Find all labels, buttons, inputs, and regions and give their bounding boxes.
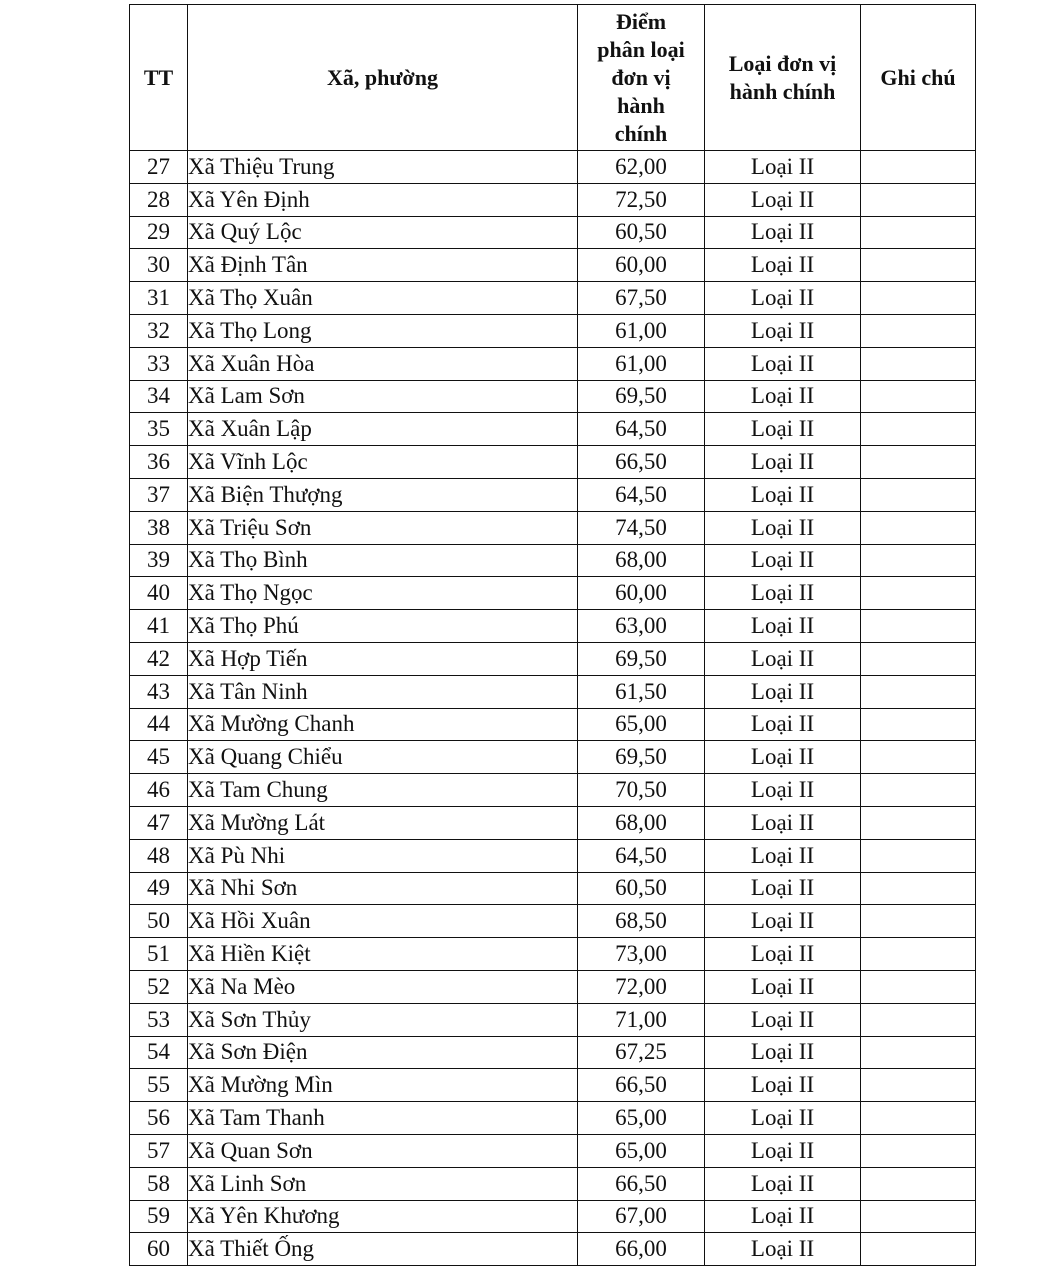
cell-note	[861, 1003, 976, 1036]
cell-note	[861, 741, 976, 774]
cell-name: Xã Tam Thanh	[188, 1102, 578, 1135]
table-header-row	[130, 5, 976, 151]
header-name: Xã, phường	[188, 5, 578, 151]
cell-type: Loại II	[705, 347, 861, 380]
cell-tt: 50	[130, 905, 188, 938]
cell-score: 74,50	[578, 511, 705, 544]
cell-note	[861, 446, 976, 479]
classification-table	[129, 4, 976, 1266]
cell-score: 70,50	[578, 774, 705, 807]
cell-score: 60,00	[578, 249, 705, 282]
cell-name: Xã Hồi Xuân	[188, 905, 578, 938]
cell-tt: 49	[130, 872, 188, 905]
cell-type: Loại II	[705, 675, 861, 708]
table-row	[130, 544, 976, 577]
cell-name: Xã Yên Khương	[188, 1200, 578, 1233]
table-row	[130, 151, 976, 184]
cell-note	[861, 577, 976, 610]
cell-name: Xã Xuân Hòa	[188, 347, 578, 380]
table-row	[130, 478, 976, 511]
cell-score: 67,25	[578, 1036, 705, 1069]
cell-note	[861, 1200, 976, 1233]
cell-score: 71,00	[578, 1003, 705, 1036]
cell-note	[861, 806, 976, 839]
cell-type: Loại II	[705, 216, 861, 249]
table-row	[130, 282, 976, 315]
table-row	[130, 380, 976, 413]
cell-name: Xã Quang Chiểu	[188, 741, 578, 774]
table-row	[130, 610, 976, 643]
cell-tt: 38	[130, 511, 188, 544]
cell-tt: 56	[130, 1102, 188, 1135]
cell-score: 72,50	[578, 183, 705, 216]
cell-type: Loại II	[705, 544, 861, 577]
cell-note	[861, 675, 976, 708]
cell-score: 73,00	[578, 938, 705, 971]
header-type-line: hành chính	[729, 78, 836, 104]
table-row	[130, 1167, 976, 1200]
cell-name: Xã Linh Sơn	[188, 1167, 578, 1200]
cell-note	[861, 380, 976, 413]
cell-note	[861, 282, 976, 315]
table-row	[130, 1003, 976, 1036]
cell-score: 61,00	[578, 314, 705, 347]
cell-tt: 60	[130, 1233, 188, 1266]
table-row	[130, 347, 976, 380]
cell-type: Loại II	[705, 577, 861, 610]
header-score	[578, 5, 705, 151]
cell-type: Loại II	[705, 708, 861, 741]
cell-tt: 43	[130, 675, 188, 708]
table-row	[130, 642, 976, 675]
cell-score: 65,00	[578, 1134, 705, 1167]
cell-tt: 52	[130, 970, 188, 1003]
cell-score: 69,50	[578, 642, 705, 675]
cell-score: 66,50	[578, 446, 705, 479]
cell-note	[861, 839, 976, 872]
header-score-line: chính	[614, 120, 668, 146]
table-row	[130, 314, 976, 347]
cell-score: 67,00	[578, 1200, 705, 1233]
cell-note	[861, 610, 976, 643]
cell-score: 68,50	[578, 905, 705, 938]
cell-note	[861, 151, 976, 184]
cell-score: 64,50	[578, 839, 705, 872]
table-row	[130, 183, 976, 216]
cell-score: 64,50	[578, 413, 705, 446]
cell-type: Loại II	[705, 314, 861, 347]
cell-name: Xã Vĩnh Lộc	[188, 446, 578, 479]
cell-score: 66,50	[578, 1167, 705, 1200]
cell-note	[861, 249, 976, 282]
cell-name: Xã Mường Chanh	[188, 708, 578, 741]
cell-note	[861, 1134, 976, 1167]
cell-tt: 57	[130, 1134, 188, 1167]
table-row	[130, 216, 976, 249]
cell-note	[861, 1069, 976, 1102]
cell-type: Loại II	[705, 478, 861, 511]
cell-name: Xã Xuân Lập	[188, 413, 578, 446]
cell-name: Xã Mường Mìn	[188, 1069, 578, 1102]
cell-type: Loại II	[705, 446, 861, 479]
header-type-line: Loại đơn vị	[728, 50, 837, 76]
cell-type: Loại II	[705, 1200, 861, 1233]
cell-score: 69,50	[578, 380, 705, 413]
header-score-line: hành	[617, 92, 665, 118]
cell-score: 63,00	[578, 610, 705, 643]
cell-note	[861, 413, 976, 446]
cell-score: 62,00	[578, 151, 705, 184]
table-row	[130, 249, 976, 282]
cell-tt: 53	[130, 1003, 188, 1036]
cell-tt: 30	[130, 249, 188, 282]
cell-name: Xã Na Mèo	[188, 970, 578, 1003]
table-row	[130, 1200, 976, 1233]
cell-tt: 41	[130, 610, 188, 643]
cell-tt: 37	[130, 478, 188, 511]
table-row	[130, 675, 976, 708]
header-score-line: phân loại	[597, 36, 685, 62]
cell-note	[861, 774, 976, 807]
cell-score: 69,50	[578, 741, 705, 774]
cell-name: Xã Định Tân	[188, 249, 578, 282]
cell-score: 60,50	[578, 872, 705, 905]
cell-tt: 35	[130, 413, 188, 446]
cell-name: Xã Quý Lộc	[188, 216, 578, 249]
cell-tt: 58	[130, 1167, 188, 1200]
cell-type: Loại II	[705, 970, 861, 1003]
table-row	[130, 905, 976, 938]
cell-note	[861, 970, 976, 1003]
cell-name: Xã Triệu Sơn	[188, 511, 578, 544]
table-row	[130, 938, 976, 971]
cell-name: Xã Thọ Long	[188, 314, 578, 347]
cell-tt: 33	[130, 347, 188, 380]
cell-note	[861, 216, 976, 249]
cell-note	[861, 1233, 976, 1266]
cell-name: Xã Yên Định	[188, 183, 578, 216]
cell-name: Xã Thọ Xuân	[188, 282, 578, 315]
cell-type: Loại II	[705, 610, 861, 643]
table-row	[130, 774, 976, 807]
cell-name: Xã Mường Lát	[188, 806, 578, 839]
header-score-line: đơn vị	[611, 64, 671, 90]
cell-type: Loại II	[705, 413, 861, 446]
table-row	[130, 806, 976, 839]
cell-note	[861, 708, 976, 741]
cell-tt: 29	[130, 216, 188, 249]
cell-type: Loại II	[705, 1233, 861, 1266]
table-row	[130, 1102, 976, 1135]
table-body	[130, 151, 976, 1266]
cell-tt: 31	[130, 282, 188, 315]
cell-tt: 39	[130, 544, 188, 577]
cell-name: Xã Sơn Điện	[188, 1036, 578, 1069]
table-row	[130, 970, 976, 1003]
cell-note	[861, 314, 976, 347]
cell-score: 68,00	[578, 544, 705, 577]
cell-tt: 32	[130, 314, 188, 347]
cell-score: 66,00	[578, 1233, 705, 1266]
cell-score: 65,00	[578, 708, 705, 741]
cell-name: Xã Thọ Phú	[188, 610, 578, 643]
cell-tt: 45	[130, 741, 188, 774]
table-row	[130, 741, 976, 774]
cell-score: 61,50	[578, 675, 705, 708]
cell-note	[861, 1036, 976, 1069]
cell-note	[861, 544, 976, 577]
cell-tt: 48	[130, 839, 188, 872]
cell-tt: 44	[130, 708, 188, 741]
cell-name: Xã Sơn Thủy	[188, 1003, 578, 1036]
cell-score: 60,00	[578, 577, 705, 610]
table-row	[130, 413, 976, 446]
cell-type: Loại II	[705, 282, 861, 315]
header-tt: TT	[130, 5, 188, 151]
cell-score: 68,00	[578, 806, 705, 839]
cell-tt: 40	[130, 577, 188, 610]
cell-type: Loại II	[705, 938, 861, 971]
header-type	[705, 5, 861, 151]
table-row	[130, 872, 976, 905]
cell-type: Loại II	[705, 151, 861, 184]
cell-type: Loại II	[705, 839, 861, 872]
table-row	[130, 511, 976, 544]
header-score-line: Điểm	[615, 8, 667, 34]
cell-name: Xã Nhi Sơn	[188, 872, 578, 905]
cell-name: Xã Hợp Tiến	[188, 642, 578, 675]
cell-type: Loại II	[705, 741, 861, 774]
table-row	[130, 1233, 976, 1266]
cell-tt: 36	[130, 446, 188, 479]
cell-tt: 47	[130, 806, 188, 839]
cell-tt: 59	[130, 1200, 188, 1233]
cell-type: Loại II	[705, 380, 861, 413]
cell-note	[861, 183, 976, 216]
cell-type: Loại II	[705, 511, 861, 544]
cell-type: Loại II	[705, 872, 861, 905]
cell-tt: 55	[130, 1069, 188, 1102]
cell-type: Loại II	[705, 1069, 861, 1102]
cell-note	[861, 1167, 976, 1200]
cell-name: Xã Hiền Kiệt	[188, 938, 578, 971]
cell-type: Loại II	[705, 183, 861, 216]
cell-score: 64,50	[578, 478, 705, 511]
table-row	[130, 1069, 976, 1102]
cell-tt: 34	[130, 380, 188, 413]
cell-tt: 51	[130, 938, 188, 971]
header-note: Ghi chú	[861, 5, 976, 151]
cell-type: Loại II	[705, 905, 861, 938]
cell-name: Xã Tam Chung	[188, 774, 578, 807]
cell-score: 65,00	[578, 1102, 705, 1135]
cell-score: 61,00	[578, 347, 705, 380]
cell-note	[861, 642, 976, 675]
cell-note	[861, 1102, 976, 1135]
cell-name: Xã Biện Thượng	[188, 478, 578, 511]
cell-name: Xã Lam Sơn	[188, 380, 578, 413]
cell-name: Xã Thiệu Trung	[188, 151, 578, 184]
cell-score: 60,50	[578, 216, 705, 249]
table-row	[130, 577, 976, 610]
cell-name: Xã Quan Sơn	[188, 1134, 578, 1167]
cell-tt: 42	[130, 642, 188, 675]
cell-type: Loại II	[705, 249, 861, 282]
cell-name: Xã Tân Ninh	[188, 675, 578, 708]
cell-score: 72,00	[578, 970, 705, 1003]
cell-type: Loại II	[705, 1003, 861, 1036]
cell-score: 67,50	[578, 282, 705, 315]
cell-note	[861, 511, 976, 544]
cell-name: Xã Thọ Ngọc	[188, 577, 578, 610]
table-row	[130, 446, 976, 479]
cell-name: Xã Thọ Bình	[188, 544, 578, 577]
cell-note	[861, 905, 976, 938]
cell-type: Loại II	[705, 774, 861, 807]
cell-type: Loại II	[705, 1102, 861, 1135]
cell-note	[861, 872, 976, 905]
cell-name: Xã Pù Nhi	[188, 839, 578, 872]
table-row	[130, 1134, 976, 1167]
cell-note	[861, 938, 976, 971]
cell-type: Loại II	[705, 1134, 861, 1167]
cell-type: Loại II	[705, 1036, 861, 1069]
cell-note	[861, 478, 976, 511]
cell-name: Xã Thiết Ống	[188, 1233, 578, 1266]
cell-type: Loại II	[705, 1167, 861, 1200]
cell-type: Loại II	[705, 806, 861, 839]
cell-tt: 54	[130, 1036, 188, 1069]
cell-score: 66,50	[578, 1069, 705, 1102]
cell-note	[861, 347, 976, 380]
table-row	[130, 839, 976, 872]
cell-tt: 46	[130, 774, 188, 807]
cell-type: Loại II	[705, 642, 861, 675]
table-row	[130, 1036, 976, 1069]
cell-tt: 28	[130, 183, 188, 216]
cell-tt: 27	[130, 151, 188, 184]
table-row	[130, 708, 976, 741]
